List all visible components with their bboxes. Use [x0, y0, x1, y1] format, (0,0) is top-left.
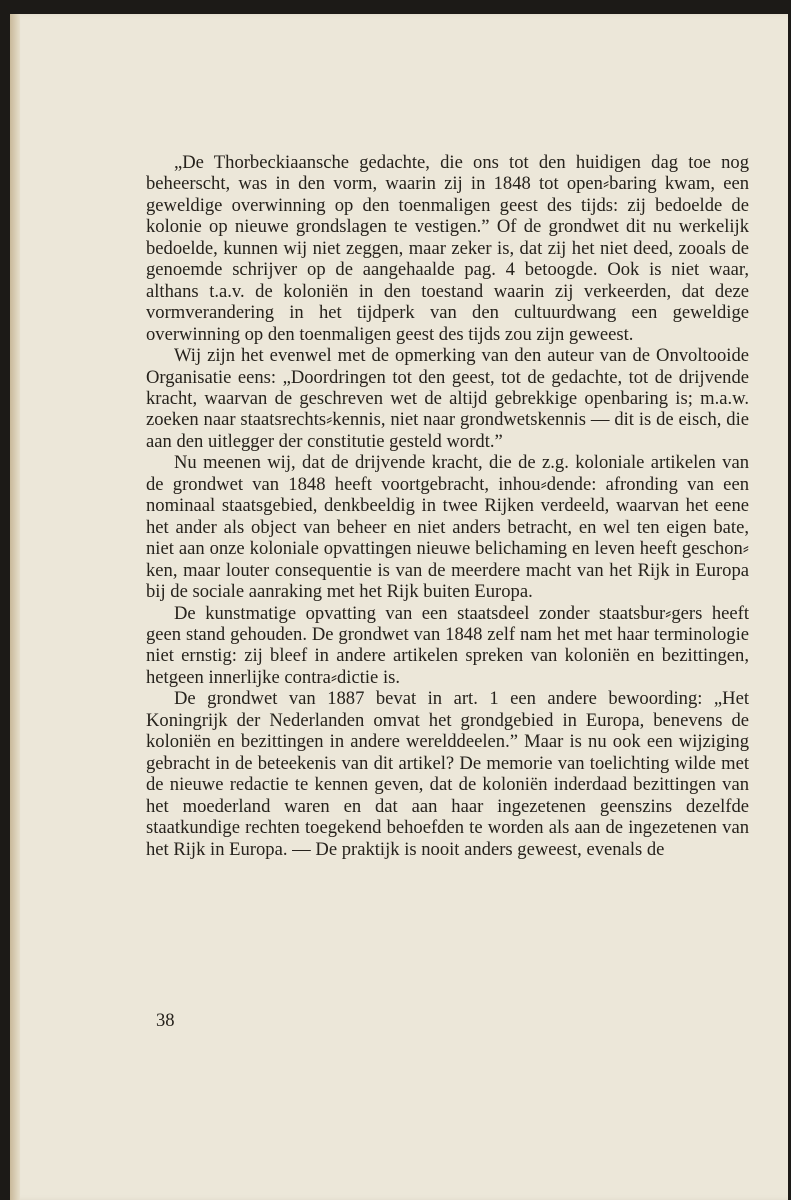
- paragraph: Wij zijn het evenwel met de opmerking van den auteur van de Onvoltooide Organisatie eens: „Doordringen tot den geest, tot de gedachte, tot de drijvende kracht, waarvan de geschreven wet de altijd gebrekkige openbaring is; m.a.w. zoeken naar staatsrechts⸗kennis, niet naar grondwetskennis — dit is de eisch, die aan den uitlegger der constitutie gesteld wordt.”: [146, 345, 749, 452]
- body-text: [146, 152, 749, 860]
- paragraph: „De Thorbeckiaansche gedachte, die ons tot den huidigen dag toe nog beheerscht, was in den vorm, waarin zij in 1848 tot open⸗baring kwam, een geweldige overwinning op den toenmaligen geest des tijds: zij bedoelde de kolonie op nieuwe grondslagen te vestigen.” Of de grondwet dit nu werkelijk bedoelde, kunnen wij niet zeggen, maar zeker is, dat zij het niet deed, zooals de genoemde schrijver op de aangehaalde pag. 4 betoogde. Ook is niet waar, althans t.a.v. de koloniën in den toestand waarin zij verkeerden, dat deze vormverandering in het tijdperk van den cultuurdwang een geweldige overwinning op den toenmaligen geest des tijds zou zijn geweest.: [146, 152, 749, 345]
- paragraph: De grondwet van 1887 bevat in art. 1 een andere bewoording: „Het Koningrijk der Nederlanden omvat het grondgebied in Europa, benevens de koloniën en bezittingen in andere werelddeelen.” Maar is nu ook een wijziging gebracht in de beteekenis van dit artikel? De memorie van toelichting wilde met de nieuwe redactie te kennen geven, dat de koloniën inderdaad bezittingen van het moederland waren en dat aan haar ingezetenen geenszins dezelfde staatkundige rechten toegekend behoefden te worden als aan de ingezetenen van het Rijk in Europa. — De praktijk is nooit anders geweest, evenals de: [146, 688, 749, 860]
- paragraph: De kunstmatige opvatting van een staatsdeel zonder staatsbur⸗gers heeft geen stand gehouden. De grondwet van 1848 zelf nam het met haar terminologie niet ernstig: zij bleef in andere artikelen spreken van koloniën en bezittingen, hetgeen innerlijke contra⸗dictie is.: [146, 602, 749, 688]
- book-page: [10, 14, 788, 1200]
- paragraph: Nu meenen wij, dat de drijvende kracht, die de z.g. koloniale artikelen van de grondwet van 1848 heeft voortgebracht, inhou⸗dende: afronding van een nominaal staatsgebied, denkbeeldig in twee Rijken verdeeld, waarvan het eene het ander als object van beheer en niet anders betracht, en wel ten eigen bate, niet aan onze koloniale opvattingen nieuwe belichaming en leven heeft geschon⸗ken, maar louter consequentie is van de meerdere macht van het Rijk in Europa bij de sociale aanraking met het Rijk buiten Europa.: [146, 452, 749, 603]
- page-number: 38: [156, 1010, 175, 1031]
